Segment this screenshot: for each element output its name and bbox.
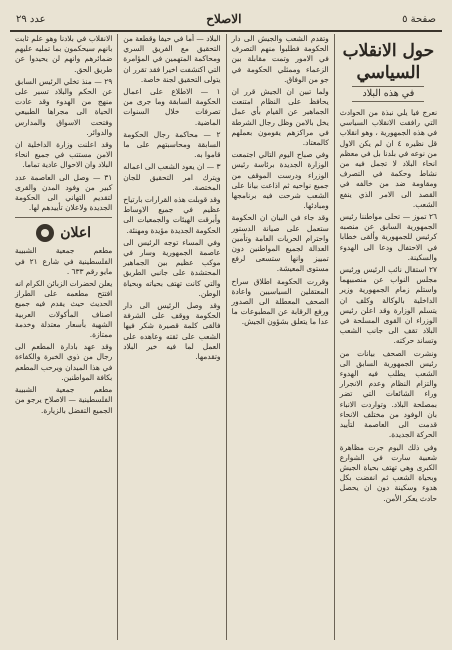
paragraph: البلاد — أما في حيفا وقطعة من التحقيق مع الفريق السري ومحاكمة المتهمين في المؤامرة التي اكتشفت اخيرا فقد تقرر ان يتولى التحقيق لجنة خاصة. <box>123 34 221 84</box>
paragraph: ٣ — ان يعود الشعب الى اعماله ويترك امر التحقيق للجان المختصة. <box>123 162 221 192</box>
paragraph: ونشرت الصحف بيانات من رئيس الجمهورية السابق الى الشعب يطلب فيه الهدوء والتزام النظام وعدم الانجرار وراء الشائعات التي تضر بمصلحة البلاد. وتواردت الانباء بان الوفود من مختلف الانحاء قدمت الى العاصمة لتأييد الحركة الجديدة. <box>339 348 437 440</box>
paragraph: وقد جاء في البيان ان الحكومة ستعمل على صيانة الدستور واحترام الحريات العامة وتأمين العدالة لجميع المواطنين دون تمييز وانها ستسعى لرفع مستوى المعيشة. <box>231 213 329 274</box>
paragraph: وتقدم الشعب والجيش الى دار الحكومة فطلبوا منهم التصرف في الامور وتمت مقابلة بين الزعماء وممثلي الحكومة في جو من الوفاق. <box>231 34 329 84</box>
paragraph: ولما تبين ان الجيش قرر ان يحافظ على النظام امتنعت الجماهير عن القيام بأي عمل يخل بالامن وظل رجال الشرطة في مراكزهم يقومون بعملهم كالمعتاد. <box>231 87 329 148</box>
headline-block <box>340 40 437 102</box>
ornament-icon <box>36 224 54 242</box>
paragraph: نعرج فيا يلي نبذة من الحوادث التي رافقت الانقلاب السياسي في هذه الجمهورية ، وهو انقلاب قل نظيره ٤ ان لم يكن الاول من نوعه في بلدنا بل في معظم انحاء البلاد لا تجمل فيه من نشاط وحكمة في التصرف ومقاومة ضد من خالفه في القصد الى الامر الذي ينفع الشعب. <box>339 108 437 209</box>
advertisement-heading: اعلان <box>60 225 92 242</box>
article-subhead: في هذه البلاد <box>352 86 424 102</box>
page-number: صفحة ٥ <box>402 13 436 25</box>
paragraph: ٢ — محاكمة رجال الحكومة السابقة ومحاسبتهم على ما قاموا به. <box>123 129 221 160</box>
paragraph: وفي صباح اليوم التالي اجتمعت الوزارة الجديدة برئاسة رئيس الوزراء ودرست الموقف من جميع نواحيه ثم اذاعت بيانا على الشعب شرحت فيه برنامجها ومبادئها. <box>231 150 329 211</box>
column-2 <box>227 34 335 640</box>
ad-paragraph: يعلن لحضرات الزبائن الكرام انه افتتح مطعمه على الطراز الحديث حيث يقدم فيه جميع اصناف المأكولات العربية الشهية بأسعار معتدلة وخدمة ممتازة. <box>15 279 113 340</box>
column-3 <box>118 34 226 640</box>
paragraph: الانقلاب في بلادنا وهو علم ثابت بانهم سيحكمون بما تمليه عليهم ضمائرهم وانهم لن يحيدوا عن طريق الحق. <box>15 34 113 74</box>
paragraph: ٢٦ تموز — تحلى مواطننا رئيس الجمهورية السابق عن منصبه كرئيس للجمهورية وألقى خطابا في الاحتفال ودعا الى الهدوء والسكينة. <box>339 212 437 262</box>
advertisement-title <box>15 224 112 242</box>
ad-paragraph: مطعم جمعية الشبيبة الفلسطينية — الاصلاح يرجو من الجميع التفضل بالزيارة. <box>15 385 113 415</box>
column-1 <box>335 34 442 640</box>
ad-paragraph: مطعم جمعية الشبيبة الفلسطينية في شارع ٢١ في مايو رقم ٦٣٣ . <box>15 246 113 276</box>
paragraph: وقد وصل الرئيس الى دار الحكومة ووقف على الشرفة فالقى كلمة قصيرة شكر فيها الشعب على ثقته وعاهده على العمل لما فيه خير البلاد وتقدمها. <box>123 301 221 362</box>
paragraph: ٢٩ — منذ تخلي الرئيس السابق عن الحكم والبلاد تسير على منهج من الهدوء وقد عادت الحياة الى مجراها الطبيعي وفتحت الاسواق والمدارس والدوائر. <box>15 76 113 137</box>
article-headline: حول الانقلاب السياسي <box>342 41 435 83</box>
issue-number: عدد ٢٩ <box>16 13 46 25</box>
column-4 <box>10 34 118 640</box>
paragraph: ٣١ — وصل الى العاصمة عدد كبير من وفود المدن والقرى لتقديم التهاني الى الحكومة الجديدة ولاعلان تأييدهم لها. <box>15 172 113 213</box>
paragraph: وقررت الحكومة اطلاق سراح المعتقلين السياسيين واعادة الصحف المعطلة الى الصدور ورفع الرقابة عن المطبوعات ما عدا ما يتعلق بشؤون الجيش. <box>231 276 329 327</box>
paragraph: وقد اعلنت وزارة الداخلية ان الامن مستتب في جميع انحاء البلاد وان الاحوال عادية تماما. <box>15 140 113 170</box>
masthead <box>10 8 442 32</box>
paragraph: ٢٧ استقال نائب الرئيس ورئيس مجلس النواب عن منصبيهما واستلم زمام الجمهورية وزير الداخلية بالوكالة وكلف ان يتسلم الوزارة وقد اعلن رئيس الوزراء ان القوى المسلحة في البلاد تقف الى جانب الشعب وتساند حركته. <box>339 265 437 346</box>
ad-paragraph: وقد عهد بادارة المطعم الى رجال من ذوي الخبرة والكفاءة في هذا الميدان ويرحب المطعم بكافة المواطنين. <box>15 342 113 382</box>
columns <box>10 34 442 640</box>
paragraph: وفي ذلك اليوم جرت مظاهرة شعبية سارت في الشوارع الكبرى وهي تهتف بحياة الجيش وبحياة الشعب ثم انفضت بكل هدوء وسكينة دون ان يحصل حادث يعكر الأمن. <box>339 442 437 503</box>
paragraph: وقد قوبلت هذه القرارات بارتياح عظيم في جميع الاوساط وأبرقت الهيئات والجمعيات الى الحكومة الجديدة مؤيدة ومهنئة. <box>123 195 221 235</box>
paragraph: وفي المساء توجه الرئيس الى عاصمة الجمهورية وسار في موكب عظيم بين الجماهير المحتشدة على جانبي الطريق والتي كانت تهتف بحياته وبحياة الوطن. <box>123 237 221 298</box>
newspaper-name: الاصلاح <box>206 12 242 26</box>
paragraph: ١ — الاطلاع على اعمال الحكومة السابقة وما جرى من تصرفات خلال السنوات الماضية. <box>123 87 221 127</box>
divider <box>15 217 112 218</box>
